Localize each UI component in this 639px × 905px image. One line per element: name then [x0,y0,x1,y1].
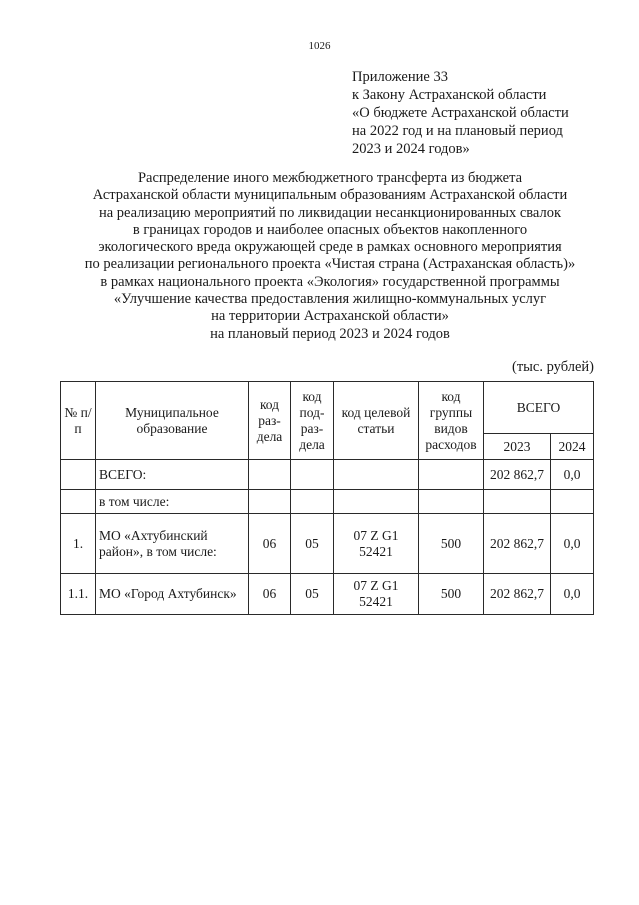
title-line: Распределение иного межбюджетного трансферта из бюджета [137,170,523,186]
title-line: на плановый период 2023 и 2024 годов [210,325,450,342]
document-title [40,170,620,343]
cell-2024: 0,0 [551,574,594,615]
title-line: по реализации регионального проекта «Чистая страна (Астраханская область)» [84,256,576,273]
header-year-2024: 2024 [551,434,594,460]
cell-target [334,490,419,514]
appendix-line: 2023 и 2024 годов» [352,141,470,157]
table-row [61,460,594,490]
cell-target: 07 Z G1 52421 [334,514,419,574]
cell-2023: 202 862,7 [484,574,551,615]
header-section: код раз- дела [249,382,291,460]
appendix-line: к Закону Астраханской области [352,87,547,103]
appendix-header [352,68,612,158]
cell-2024: 0,0 [551,460,594,490]
cell-name: ВСЕГО: [96,460,249,490]
title-line: «Улучшение качества предоставления жилищно-коммунальных услуг [113,291,547,308]
units-label: (тыс. рублей) [512,359,594,375]
title-line: экологического вреда окружающей среде в рамках основного мероприятия [98,239,562,256]
header-subsection: код под- раз- дела [291,382,334,460]
cell-subsection [291,490,334,514]
cell-expense: 500 [419,514,484,574]
appendix-line: «О бюджете Астраханской области [352,105,569,121]
table-row [61,574,594,615]
page-number: 1026 [308,40,331,52]
appendix-line: Приложение 33 [352,69,448,85]
cell-section [249,490,291,514]
title-line: в границах городов и наиболее опасных объектов накопленного [132,221,528,238]
cell-2024 [551,490,594,514]
cell-num [61,490,96,514]
cell-expense [419,490,484,514]
header-municipality: Муниципальное образование [96,382,249,460]
cell-num: 1.1. [61,574,96,615]
cell-name: МО «Город Ахтубинск» [96,574,249,615]
cell-expense [419,460,484,490]
cell-2023: 202 862,7 [484,460,551,490]
cell-2023 [484,490,551,514]
title-line: на реализацию мероприятий по ликвидации несанкционированных свалок [98,204,562,221]
cell-num: 1. [61,514,96,574]
cell-section: 06 [249,514,291,574]
cell-num [61,460,96,490]
title-line: в рамках национального проекта «Экология» государственной программы [100,273,560,290]
header-year-2023: 2023 [484,434,551,460]
cell-subsection: 05 [291,574,334,615]
cell-subsection: 05 [291,514,334,574]
table-row [61,514,594,574]
cell-subsection [291,460,334,490]
table-header-row [61,382,594,434]
cell-expense: 500 [419,574,484,615]
table-row [61,490,594,514]
distribution-table [60,381,594,615]
header-total: ВСЕГО [484,382,594,434]
header-num: № п/п [61,382,96,460]
cell-2023: 202 862,7 [484,514,551,574]
header-expense: код группы видов расходов [419,382,484,460]
cell-target [334,460,419,490]
cell-section [249,460,291,490]
appendix-line: на 2022 год и на плановый период [352,123,563,139]
cell-2024: 0,0 [551,514,594,574]
cell-name: МО «Ахтубинский район», в том числе: [96,514,249,574]
cell-name: в том числе: [96,490,249,514]
cell-section: 06 [249,574,291,615]
header-target: код целевой статьи [334,382,419,460]
title-line: Астраханской области муниципальным образованиям Астраханской области [92,187,568,204]
cell-target: 07 Z G1 52421 [334,574,419,615]
title-line: на территории Астраханской области» [211,308,449,325]
